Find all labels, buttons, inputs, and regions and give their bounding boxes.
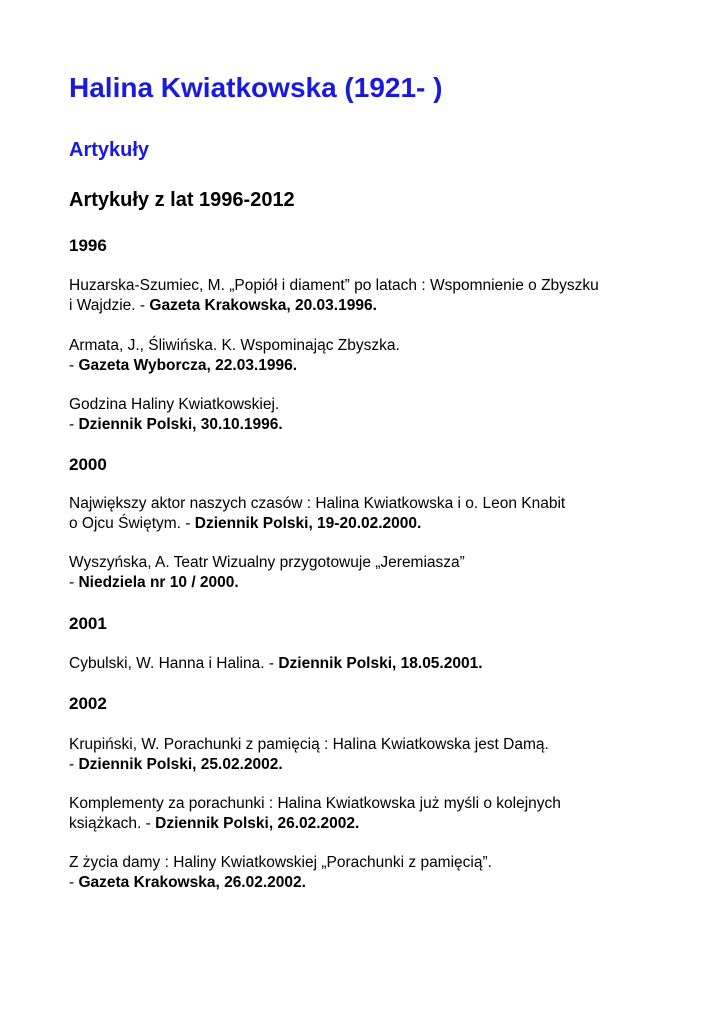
article-entry [69, 395, 669, 434]
entry-source: Gazeta Krakowska, 20.03.1996. [149, 296, 377, 314]
year-heading-2000: 2000 [69, 455, 107, 474]
entry-line-2: - [69, 415, 79, 433]
article-entry [69, 276, 669, 315]
entry-source: Gazeta Wyborcza, 22.03.1996. [78, 356, 298, 374]
entry-line-2: - [69, 873, 79, 891]
entry-line-1: Huzarska-Szumiec, M. „Popiół i diament” po latach : Wspomnienie o Zbyszku [69, 277, 599, 294]
entry-line-1: Komplementy za porachunki : Halina Kwiatkowska już myśli o kolejnych [69, 795, 561, 812]
document-title: Halina Kwiatkowska (1921- ) [69, 72, 443, 103]
article-entry [69, 336, 669, 375]
article-entry [69, 735, 669, 774]
entry-line-2: - [69, 356, 79, 374]
entry-source: Niedziela nr 10 / 2000. [78, 573, 239, 591]
article-entry [69, 794, 669, 833]
article-entry [69, 494, 669, 533]
entry-line-2: o Ojcu Świętym. - [69, 514, 195, 532]
article-entry [69, 654, 669, 674]
entry-line-1: Wyszyńska, A. Teatr Wizualny przygotowuje „Jeremiasza” [69, 554, 465, 571]
article-entry [69, 553, 669, 592]
article-entry [69, 853, 669, 892]
entry-line-2: - [69, 573, 79, 591]
year-heading-2001: 2001 [69, 614, 107, 633]
entry-line-1: Z życia damy : Haliny Kwiatkowskiej „Porachunki z pamięcią”. [69, 854, 492, 871]
section-heading: Artykuły [69, 139, 150, 161]
entry-source: Dziennik Polski, 18.05.2001. [278, 655, 483, 672]
entry-line-2: i Wajdzie. - [69, 296, 150, 314]
entry-line-2: książkach. - [69, 814, 156, 832]
year-heading-1996: 1996 [69, 236, 107, 255]
entry-line-1: Armata, J., Śliwińska. K. Wspominając Zbyszka. [69, 337, 400, 354]
entry-line-1: Krupiński, W. Porachunki z pamięcią : Halina Kwiatkowska jest Damą. [69, 736, 549, 753]
entry-source: Dziennik Polski, 30.10.1996. [78, 415, 283, 433]
entry-line-1: Godzina Haliny Kwiatkowskiej. [69, 396, 280, 413]
entry-line-1: Największy aktor naszych czasów : Halina Kwiatkowska i o. Leon Knabit [69, 495, 566, 512]
year-heading-2002: 2002 [69, 694, 107, 713]
entry-line-1: Cybulski, W. Hanna i Halina. - [69, 655, 279, 672]
entry-source: Dziennik Polski, 19-20.02.2000. [194, 514, 422, 532]
entry-source: Dziennik Polski, 26.02.2002. [155, 814, 360, 832]
entry-source: Gazeta Krakowska, 26.02.2002. [78, 873, 306, 891]
entry-line-2: - [69, 755, 79, 773]
subsection-heading: Artykuły z lat 1996-2012 [69, 189, 295, 211]
entry-source: Dziennik Polski, 25.02.2002. [78, 755, 283, 773]
